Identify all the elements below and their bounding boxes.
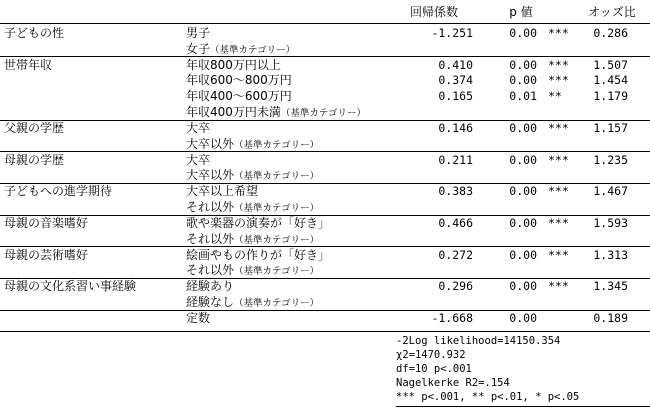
category-name: 絵画やもの作りが「好き」 xyxy=(186,247,331,262)
table-bottom-rule xyxy=(0,331,650,332)
category-label xyxy=(186,73,292,88)
significance-stars: *** xyxy=(548,152,569,167)
p-value: 0.00 xyxy=(509,152,537,167)
coefficient-value: 0.383 xyxy=(438,184,473,199)
variable-group-label: 母親の文化系習い事経験 xyxy=(4,279,137,294)
category-label xyxy=(186,248,330,263)
category-label xyxy=(186,26,210,41)
p-value: 0.01 xyxy=(509,89,537,104)
odds-ratio-value: 1.454 xyxy=(593,73,628,88)
variable-group-label: 子どもへの進学期待 xyxy=(4,184,113,199)
header-odds-ratio: オッズ比 xyxy=(588,5,636,19)
p-value: 0.00 xyxy=(509,120,537,135)
notes-bottom-rule xyxy=(396,406,650,407)
significance-stars: *** xyxy=(548,26,569,40)
odds-ratio-value: 0.286 xyxy=(593,26,628,40)
header-coef: 回帰係数 xyxy=(409,5,458,19)
category-name: 年収400万円未満 xyxy=(186,104,281,119)
significance-stars: *** xyxy=(548,247,569,262)
reference-category-note: （基準カテゴリー） xyxy=(210,44,296,56)
coefficient-value: 0.296 xyxy=(438,279,473,294)
reference-category-note: （基準カテゴリー） xyxy=(234,202,320,214)
note-chi-square: χ2=1470.932 xyxy=(396,349,466,361)
odds-ratio-value: 1.157 xyxy=(593,120,628,135)
category-name: 大卒以外 xyxy=(186,136,235,151)
coefficient-value: 0.165 xyxy=(438,89,473,104)
reference-category-note: （基準カテゴリー） xyxy=(234,171,320,183)
significance-stars: *** xyxy=(548,73,569,88)
category-name: 経験あり xyxy=(186,279,235,294)
p-value: 0.00 xyxy=(509,279,537,294)
note-df: df=10 p<.001 xyxy=(396,363,472,375)
category-name: 歌や楽器の演奏が「好き」 xyxy=(186,215,331,230)
reference-category-note: （基準カテゴリー） xyxy=(234,234,320,246)
variable-group-label: 子どもの性 xyxy=(4,26,65,40)
category-label xyxy=(186,263,319,279)
coefficient-value: -1.668 xyxy=(431,311,473,325)
p-value: 0.00 xyxy=(509,247,537,262)
variable-group-label: 世帯年収 xyxy=(4,57,53,72)
odds-ratio-value: 1.235 xyxy=(593,152,628,167)
p-value: 0.00 xyxy=(509,215,537,230)
category-label xyxy=(186,295,319,311)
category-name: 男子 xyxy=(186,26,211,40)
variable-group-label: 母親の音楽嗜好 xyxy=(4,215,89,230)
coefficient-value: 0.211 xyxy=(438,152,473,167)
constant-label: 定数 xyxy=(186,311,211,325)
reference-category-note: （基準カテゴリー） xyxy=(234,139,320,151)
odds-ratio-value: 1.345 xyxy=(593,279,628,294)
p-value: 0.00 xyxy=(509,184,537,199)
p-value: 0.00 xyxy=(509,57,537,72)
odds-ratio-value: 1.467 xyxy=(593,184,628,199)
category-label xyxy=(186,200,319,216)
category-label xyxy=(186,121,210,136)
odds-ratio-value: 0.189 xyxy=(593,311,628,325)
odds-ratio-value: 1.507 xyxy=(593,57,628,72)
p-value: 0.00 xyxy=(509,311,537,325)
odds-ratio-value: 1.313 xyxy=(593,247,628,262)
category-label xyxy=(186,168,319,184)
significance-stars: ** xyxy=(548,89,562,104)
category-name: 年収800万円以上 xyxy=(186,57,281,72)
category-name: 年収400～600万円 xyxy=(186,89,292,104)
coefficient-value: 0.146 xyxy=(438,120,473,135)
category-name: 大卒 xyxy=(186,152,211,167)
note-significance: *** p<.001, ** p<.01, * p<.05 xyxy=(396,391,580,403)
significance-stars: *** xyxy=(548,215,569,230)
odds-ratio-value: 1.593 xyxy=(593,215,628,230)
category-name: それ以外 xyxy=(186,199,235,214)
category-name: それ以外 xyxy=(186,231,235,246)
category-label xyxy=(186,153,210,168)
category-label xyxy=(186,89,292,104)
reference-category-note: （基準カテゴリー） xyxy=(234,298,320,309)
category-name: 女子 xyxy=(186,41,211,56)
category-label xyxy=(186,58,281,73)
note-likelihood: -2Log likelihood=14150.354 xyxy=(396,335,561,347)
category-name: 経験なし xyxy=(186,295,235,309)
category-name: 大卒 xyxy=(186,120,211,135)
variable-group-label: 母親の芸術嗜好 xyxy=(4,247,89,262)
coefficient-value: 0.466 xyxy=(438,215,473,230)
coefficient-value: 0.272 xyxy=(438,247,473,262)
reference-category-note: （基準カテゴリー） xyxy=(280,107,367,119)
category-name: それ以外 xyxy=(186,263,235,278)
note-nagelkerke: Nagelkerke R2=.154 xyxy=(396,377,510,389)
category-name: 大卒以外 xyxy=(186,168,235,183)
category-name: 年収600～800万円 xyxy=(186,73,292,88)
variable-group-label: 父親の学歴 xyxy=(4,120,65,135)
significance-stars: *** xyxy=(548,57,569,72)
p-value: 0.00 xyxy=(509,26,537,40)
significance-stars: *** xyxy=(548,184,569,199)
coefficient-value: -1.251 xyxy=(431,26,473,40)
significance-stars: *** xyxy=(548,279,569,294)
category-label xyxy=(186,216,330,231)
odds-ratio-value: 1.179 xyxy=(593,89,628,104)
p-value: 0.00 xyxy=(509,73,537,88)
header-rule xyxy=(0,23,650,24)
category-name: 大卒以上希望 xyxy=(186,184,259,199)
category-label xyxy=(186,279,234,294)
header-p-value: p 値 xyxy=(509,5,533,19)
category-label xyxy=(186,184,258,199)
coefficient-value: 0.374 xyxy=(438,73,473,88)
significance-stars: *** xyxy=(548,120,569,135)
reference-category-note: （基準カテゴリー） xyxy=(234,266,320,278)
coefficient-value: 0.410 xyxy=(438,57,473,72)
category-label xyxy=(186,105,366,121)
variable-group-label: 母親の学歴 xyxy=(4,152,65,167)
